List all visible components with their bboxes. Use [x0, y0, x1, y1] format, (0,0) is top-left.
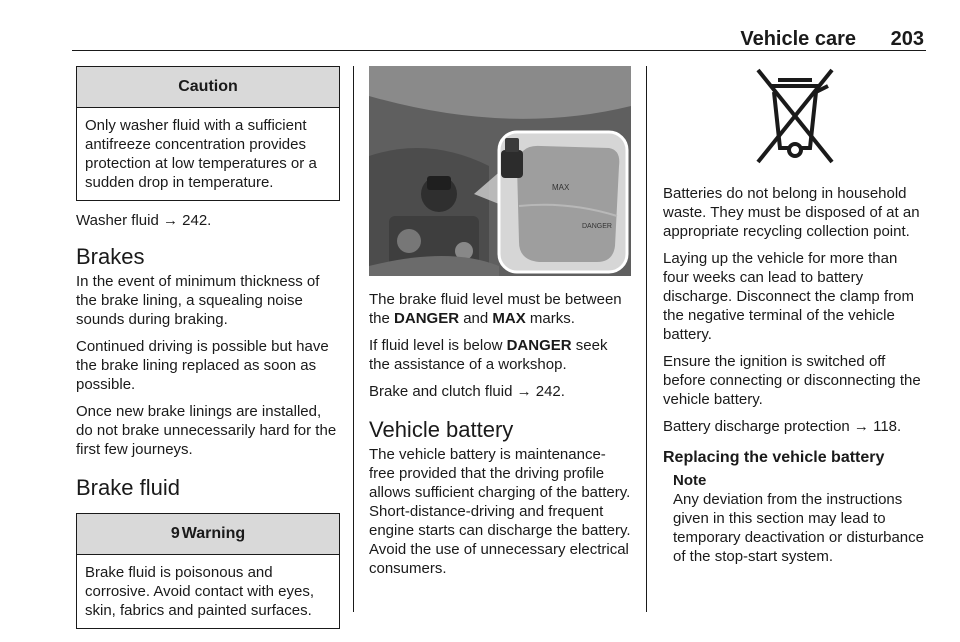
text-run: If fluid level is below	[369, 337, 507, 354]
brakes-paragraph-1: In the event of minimum thickness of the brake lining, a squealing noise sounds during braking.	[76, 273, 320, 328]
replacing-battery-heading: Replacing the vehicle battery	[663, 449, 885, 466]
fluid-level-paragraph	[369, 290, 631, 328]
danger-term: DANGER	[506, 337, 572, 354]
max-term: MAX	[492, 310, 526, 327]
laying-up-paragraph: Laying up the vehicle for more than four weeks can lead to battery discharge. Disconnect the clamp from the negative terminal of the vehicle battery.	[663, 250, 914, 343]
text-run: seek the assistance of a workshop.	[369, 337, 608, 373]
discharge-protection-reference: Battery discharge protection → 118.	[663, 418, 902, 435]
vehicle-battery-heading: Vehicle battery	[369, 417, 514, 442]
column-divider-2	[646, 66, 647, 612]
column-2	[369, 66, 631, 586]
text-run: and	[459, 310, 493, 327]
column-divider-1	[353, 66, 354, 612]
engine-bay-illustration	[369, 66, 631, 276]
caution-text: Only washer fluid with a sufficient antifreeze concentration provides protection at low temperatures or a sudden drop in temperature.	[85, 117, 317, 191]
page-header	[0, 0, 960, 52]
text-run: The brake fluid level must be between the	[369, 291, 622, 327]
brakes-paragraph-3: Once new brake linings are installed, do not brake unnecessarily hard for the first few journeys.	[76, 403, 337, 458]
brake-fluid-reservoir-photo	[369, 66, 631, 276]
battery-paragraph: The vehicle battery is maintenance-free provided that the driving profile allows sufficient charging of the battery. Short-distance-driving and frequent engine starts can discharge the battery. Avoid the use of unnecessary electrical consumers.	[369, 446, 631, 577]
max-mark-label: MAX	[552, 183, 570, 192]
header-rule	[72, 50, 926, 51]
section-title: Vehicle care	[740, 28, 856, 50]
page-number: 203	[890, 28, 924, 50]
text-run: marks.	[525, 310, 575, 327]
note-title: Note	[673, 472, 707, 489]
danger-term: DANGER	[394, 310, 460, 327]
note-text: Any deviation from the instructions given in this section may lead to temporary deactivation or disturbance of the stop-start system.	[673, 491, 924, 565]
washer-fluid-reference: Washer fluid → 242.	[76, 212, 212, 229]
note-block	[663, 471, 927, 566]
warning-box	[76, 513, 340, 629]
crossed-bin-icon	[750, 66, 840, 166]
clutch-fluid-reference: Brake and clutch fluid → 242.	[369, 383, 565, 400]
warning-title-row	[77, 514, 339, 555]
column-1	[76, 66, 340, 629]
brake-fluid-heading: Brake fluid	[76, 475, 180, 500]
warning-title: Warning	[181, 525, 246, 542]
brakes-paragraph-2: Continued driving is possible but have the brake lining replaced as soon as possible.	[76, 338, 329, 393]
warning-icon: 9	[170, 525, 180, 542]
column-3	[663, 66, 927, 566]
low-fluid-paragraph	[369, 336, 631, 374]
ignition-paragraph: Ensure the ignition is switched off before connecting or disconnecting the vehicle battery.	[663, 353, 921, 408]
battery-disposal-paragraph: Batteries do not belong in household waste. They must be disposed of at an appropriate recycling collection point.	[663, 185, 920, 240]
caution-box	[76, 66, 340, 201]
danger-mark-label: DANGER	[582, 223, 612, 230]
caution-title: Caution	[77, 67, 339, 108]
brakes-heading: Brakes	[76, 244, 145, 269]
warning-text: Brake fluid is poisonous and corrosive. Avoid contact with eyes, skin, fabrics and painted surfaces.	[85, 564, 314, 619]
